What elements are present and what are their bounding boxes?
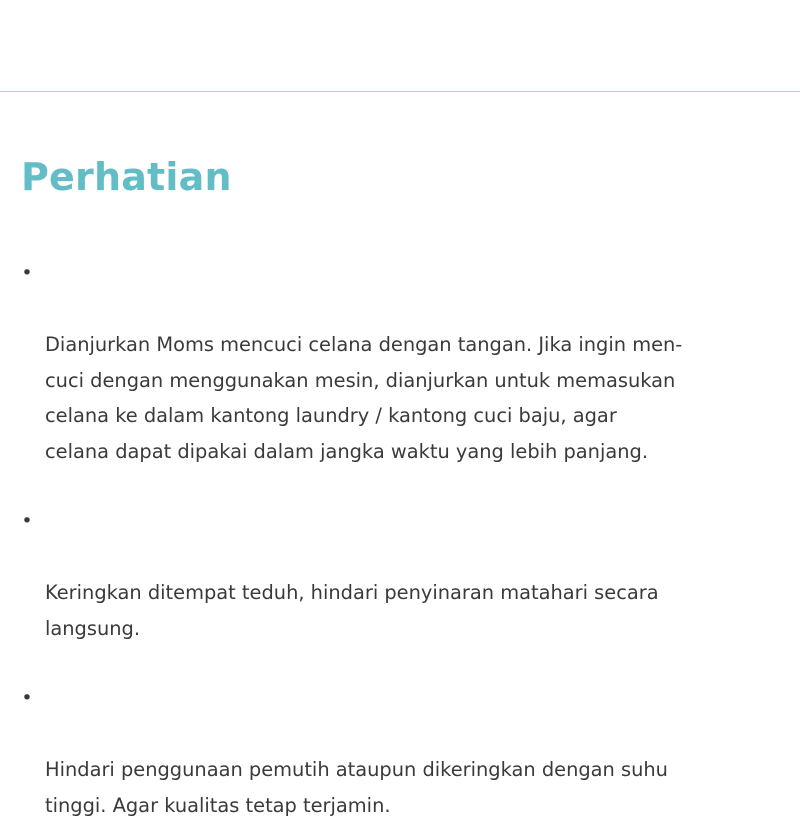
list-item-text: Hindari penggunaan pemutih ataupun dikeringkan dengan suhu tinggi. Agar kualitas tetap terjamin. [45, 758, 668, 817]
list-item [21, 504, 781, 646]
care-notes-list [21, 256, 781, 823]
top-divider [0, 91, 800, 92]
list-item-text: Keringkan ditempat teduh, hindari penyinaran matahari secara langsung. [45, 581, 659, 640]
list-item [21, 256, 781, 469]
list-item [21, 681, 781, 823]
bullet-icon: • [21, 262, 33, 284]
bullet-icon: • [21, 510, 33, 532]
list-item-text: Dianjurkan Moms mencuci celana dengan tangan. Jika ingin men- cuci dengan menggunakan mesin, dianjurkan untuk memasukan celana ke dalam kantong laundry / kantong cuci baju, agar celana dapat dipakai dalam jangka waktu yang lebih panjang. [45, 333, 683, 463]
bullet-icon: • [21, 687, 33, 709]
page-title: Perhatian [21, 155, 232, 199]
